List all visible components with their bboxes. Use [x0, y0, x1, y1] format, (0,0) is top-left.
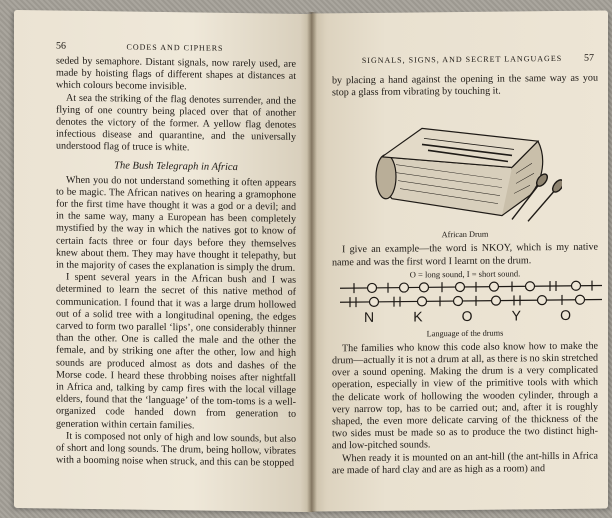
- section-title: The Bush Telegraph in Africa: [114, 159, 238, 173]
- sound-legend: O = long sound, I = short sound.: [409, 268, 521, 280]
- left-paragraph-2: At sea the striking of the flag denotes surrender, and the flying of one country being placed over that of another denotes the victory of the former. A yellow flag denotes infectious disease and quarantine, and the universally understood flag of truce is white.: [56, 92, 296, 154]
- code-letter: O: [560, 306, 572, 323]
- book-gutter: [307, 12, 317, 512]
- right-page-number: 57: [584, 52, 594, 64]
- drum-illustration: [332, 103, 598, 230]
- african-drum-icon: [362, 103, 562, 225]
- right-paragraph-2: I give an example—the word is NKOY, which is my native name and was the first word I learnt on the drum.: [332, 241, 598, 268]
- left-paragraph-1: seded by semaphore. Distant signals, now rarely used, are made by hoisting flags of different shapes at distances at which colours become invisible.: [56, 55, 296, 93]
- code-letter: O: [461, 307, 474, 324]
- drum-code-lines: [340, 279, 602, 310]
- code-caption: Language of the drums: [426, 328, 504, 339]
- left-page: [14, 10, 312, 512]
- code-letter: N: [364, 308, 376, 325]
- right-running-head: [332, 53, 594, 67]
- right-paragraph-3: The families who know this code also know how to make the drum—actually it is not a drum at all, as there is no skin stretched over a sound opening. Making the drum is a very complicated operation, especially in view of the primitive tools with which the delicate work of hollowing the wooden cylinder, through a very narrow top, has to be carried out; and, after it is roughly shaped, the even more delicate carving of the thickness of the two sides must be made so as to produce the two distinct high- and low-pitched sounds.: [332, 340, 598, 452]
- drum-caption: African Drum: [441, 230, 489, 240]
- drum-code-diagram: [332, 279, 598, 328]
- left-paragraph-5: It is composed not only of high and low sounds, but also of short and long sounds. The drum, being hollow, vibrates with a booming noise when struck, and this can be stopped: [56, 430, 296, 470]
- left-running-head: [56, 41, 296, 55]
- code-letters: [332, 306, 598, 325]
- code-letter: K: [413, 308, 424, 325]
- left-paragraph-4: I spent several years in the African bush and I was determined to learn the secret of this native method of communication. I found that it was a large drum hollowed out of a solid tree with a longitudinal opening, the edges carved to form two parallel ‘lips’, one considerably thinner than the other. One is called the male and the other the female, and by striking one after the other, low and high sounds are produced almost as dots and dashes of the Morse code. I heard these throbbing noises after nightfall in Africa and, talking by camp fires with the local village elders, found that the ‘language’ of the tom-toms is a well-organized code handed down from generation to generation within certain families.: [56, 271, 296, 432]
- left-page-number: 56: [56, 40, 66, 52]
- right-paragraph-1: by placing a hand against the opening in the same way as you stop a glass from vibrating by touching it.: [332, 72, 598, 99]
- code-letter: Y: [511, 307, 522, 324]
- open-book: [14, 12, 604, 512]
- right-paragraph-4: When ready it is mounted on an ant-hill (the ant-hills in Africa are made of hard clay and are as high as a room) and: [332, 450, 598, 477]
- right-running-title: SIGNALS, SIGNS, AND SECRET LANGUAGES: [361, 53, 563, 66]
- right-page: [312, 10, 608, 511]
- left-running-title: CODES AND CIPHERS: [126, 42, 224, 53]
- left-paragraph-3: When you do not understand something it often appears to be magic. The African natives on hearing a gramophone for the first time have thought it was a god or a devil; and in the same way, many a European has been completely mystified by the way in which the natives got to know of certain facts three or four days before they themselves knew about them. They may have thought it telepathy, but in the majority of cases the explanation is simply the drum.: [56, 174, 296, 274]
